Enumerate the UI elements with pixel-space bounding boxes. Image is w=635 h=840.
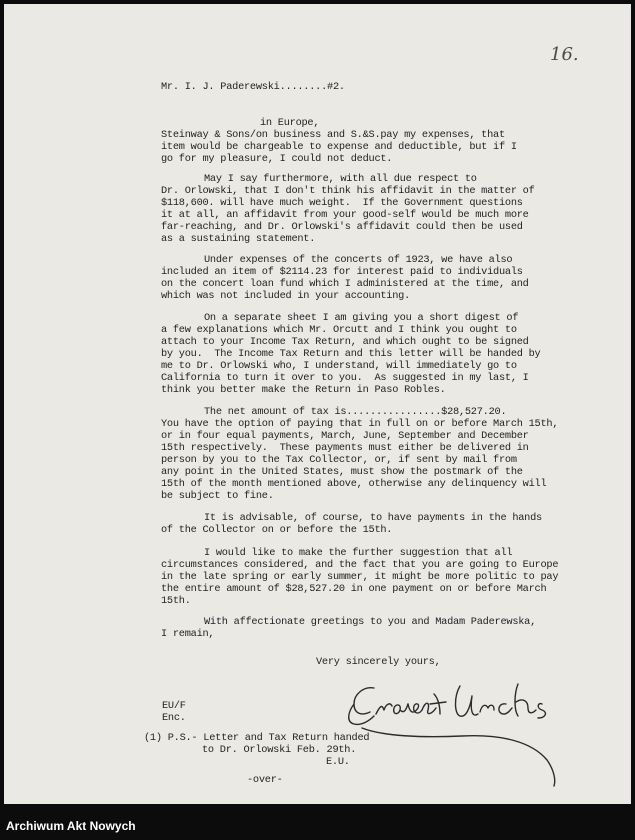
text-line: far-reaching, and Dr. Orlowski's affidavit could then be used (161, 221, 523, 233)
text-line: person by you to the Tax Collector, or, if sent by mail from (161, 454, 517, 466)
text-line: circumstances considered, and the fact that you are going to Europe (161, 559, 559, 571)
text-line: in the late spring or early summer, it might be more politic to pay (161, 571, 559, 583)
text-line: The net amount of tax is................$28,527.20. (204, 406, 507, 418)
text-line: in Europe, (260, 117, 320, 129)
text-line: It is advisable, of course, to have payments in the hands (204, 512, 542, 524)
text-line: the entire amount of $28,527.20 in one payment on or before March (161, 583, 547, 595)
postscript-line: to Dr. Orlowski Feb. 29th. (202, 744, 357, 756)
text-line: which was not included in your accounting. (161, 290, 411, 302)
text-line: or in four equal payments, March, June, September and December (161, 430, 529, 442)
text-line: 15th respectively. These payments must either be delivered in (161, 442, 529, 454)
text-line: go for my pleasure, I could not deduct. (161, 153, 393, 165)
text-line: me to Dr. Orlowski who, I understand, will immediately go to (161, 360, 517, 372)
text-line: I would like to make the further suggestion that all (204, 547, 513, 559)
text-line: it at all, an affidavit from your good-self would be much more (161, 209, 529, 221)
text-line: Dr. Orlowski, that I don't think his affidavit in the matter of (161, 185, 535, 197)
text-line: of the Collector on or before the 15th. (161, 524, 393, 536)
enclosure-note: Enc. (162, 712, 186, 724)
text-line: any point in the United States, must show the postmark of the (161, 466, 523, 478)
text-line: on the concert loan fund which I administered at the time, and (161, 278, 529, 290)
text-line: May I say furthermore, with all due respect to (204, 173, 477, 185)
archive-label: Archiwum Akt Nowych (6, 819, 136, 833)
text-line: included an item of $2114.23 for interest paid to individuals (161, 266, 523, 278)
letter-page (4, 4, 631, 804)
text-line: as a sustaining statement. (161, 233, 316, 245)
text-line: a few explanations which Mr. Orcutt and I think you ought to (161, 324, 517, 336)
postscript-line: (1) P.S.- Letter and Tax Return handed (144, 732, 370, 744)
postscript-line: E.U. (326, 756, 350, 768)
signature-text: Ernest Urchs (460, 782, 475, 785)
handwritten-signature (342, 680, 577, 790)
text-line: 15th. (161, 595, 191, 607)
text-line: I remain, (161, 628, 215, 640)
text-line: think you better make the Return in Paso Robles. (161, 384, 446, 396)
text-line: item would be chargeable to expense and deductible, but if I (161, 141, 517, 153)
closing: Very sincerely yours, (316, 656, 441, 668)
letter-heading: Mr. I. J. Paderewski........#2. (161, 81, 345, 93)
text-line: 15th of the month mentioned above, otherwise any delinquency will (161, 478, 547, 490)
typist-initials: EU/F (162, 700, 186, 712)
text-line: With affectionate greetings to you and Madam Paderewska, (204, 616, 537, 628)
text-line: Steinway & Sons/on business and S.&S.pay my expenses, that (161, 129, 505, 141)
text-line: by you. The Income Tax Return and this letter will be handed by (161, 348, 541, 360)
over-marker: -over- (247, 774, 283, 786)
text-line: attach to your Income Tax Return, and which ought to be signed (161, 336, 529, 348)
text-line: On a separate sheet I am giving you a short digest of (204, 312, 519, 324)
page-number: 16. (550, 44, 579, 65)
text-line: Under expenses of the concerts of 1923, we have also (204, 254, 513, 266)
text-line: be subject to fine. (161, 490, 274, 502)
text-line: You have the option of paying that in full on or before March 15th, (161, 418, 559, 430)
text-line: $118,600. will have much weight. If the Government questions (161, 197, 523, 209)
text-line: California to turn it over to you. As suggested in my last, I (161, 372, 529, 384)
